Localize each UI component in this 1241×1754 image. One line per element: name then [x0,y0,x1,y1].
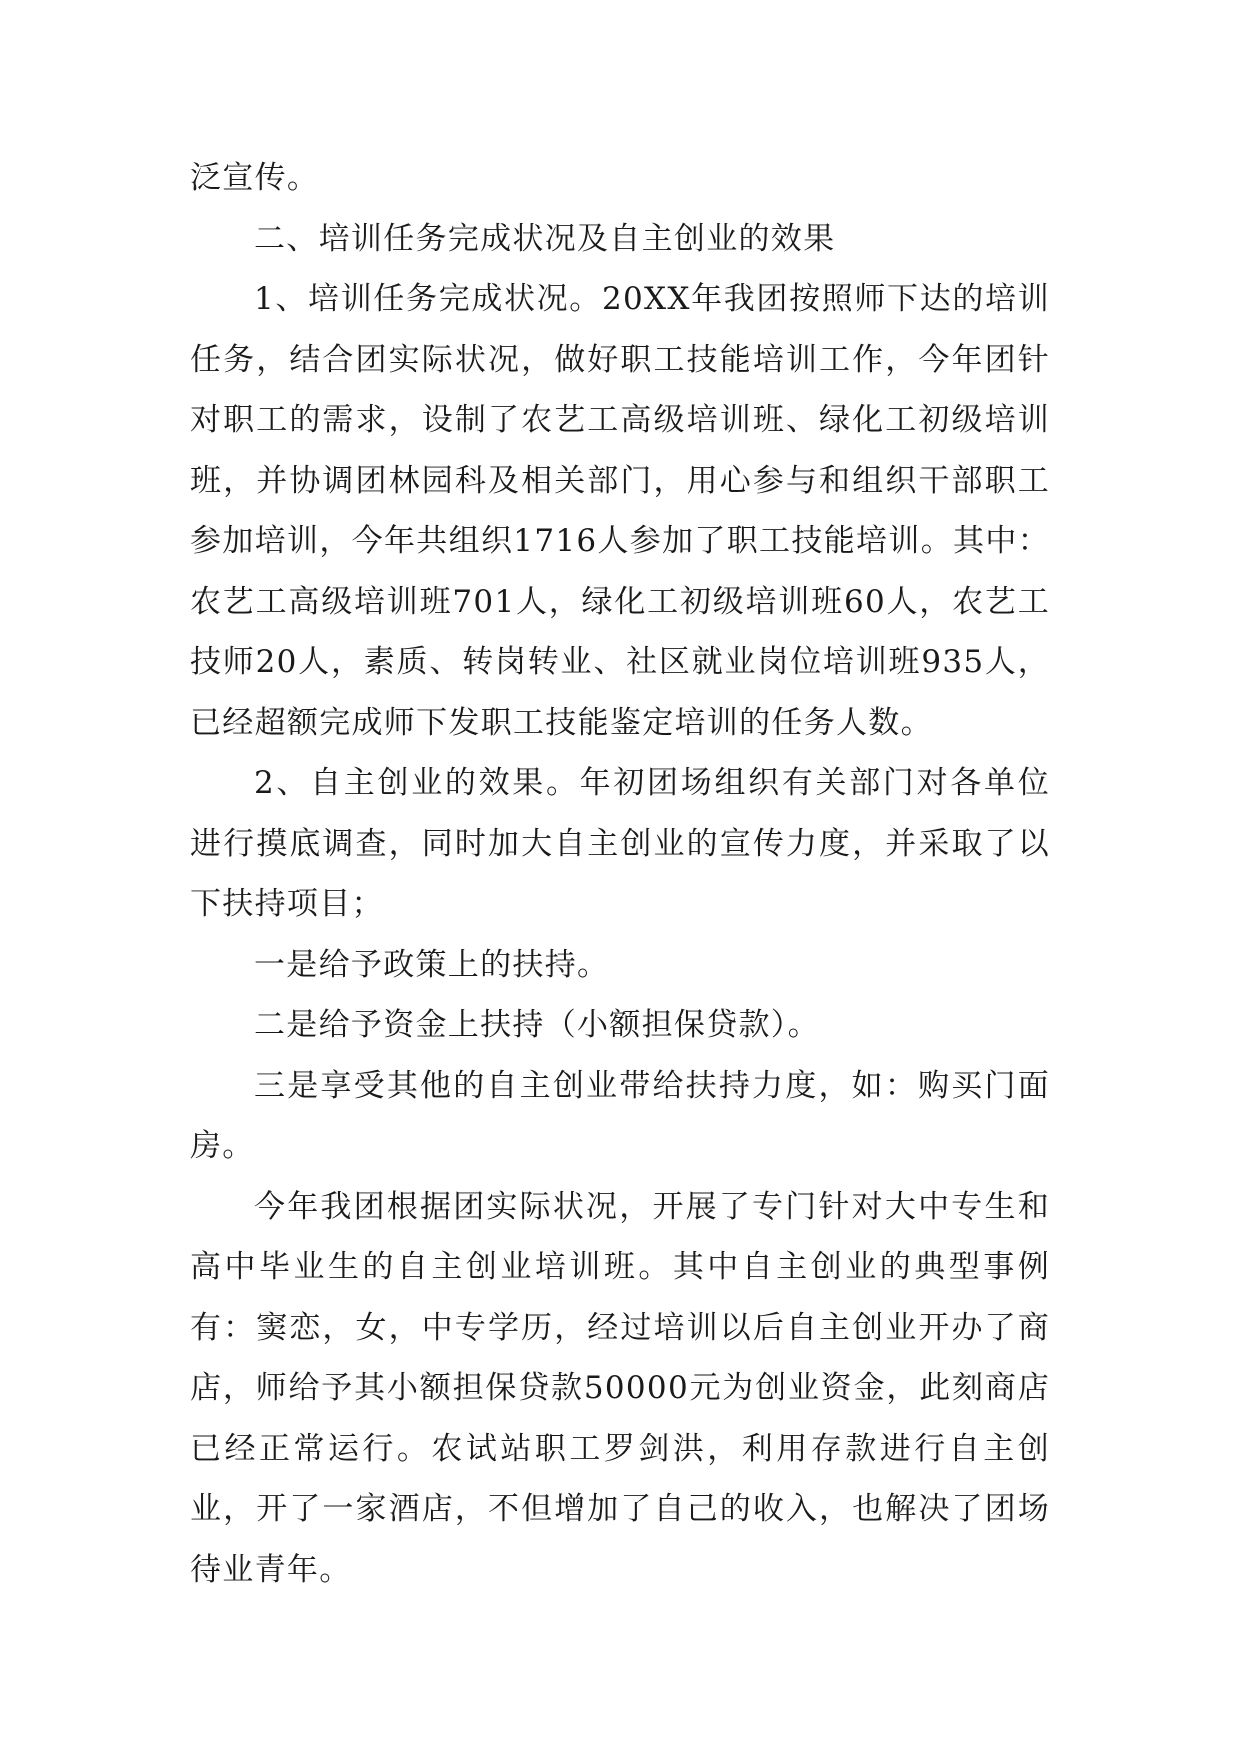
list-item-funding-support: 二是给予资金上扶持（小额担保贷款）。 [254,1007,820,1043]
paragraph-continuation: 泛宣传。 [190,160,320,196]
document-body [190,148,1050,1600]
list-item-other-support: 三是享受其他的自主创业带给扶持力度，如：购买门面房。 [190,1067,1050,1164]
section-heading: 二、培训任务完成状况及自主创业的效果 [254,220,836,257]
paragraph-examples: 今年我团根据团实际状况，开展了专门针对大中专生和高中毕业生的自主创业培训班。其中自主创业的典型事例有：窦恋，女，中专学历，经过培训以后自主创业开办了商店，师给予其小额担保贷款50000元为创业资金，此刻商店已经正常运行。农试站职工罗剑洪，利用存款进行自主创业，开了一家酒店，不但增加了自己的收入，也解决了团场待业青年。 [190,1188,1050,1588]
paragraph-training-status: 1、培训任务完成状况。20XX年我团按照师下达的培训任务，结合团实际状况，做好职工技能培训工作，今年团针对职工的需求，设制了农艺工高级培训班、绿化工初级培训班，并协调团林园科及相关部门，用心参与和组织干部职工参加培训，今年共组织1716人参加了职工技能培训。其中：农艺工高级培训班701人，绿化工初级培训班60人，农艺工技师20人，素质、转岗转业、社区就业岗位培训班935人，已经超额完成师下发职工技能鉴定培训的任务人数。 [190,281,1050,741]
list-item-policy-support: 一是给予政策上的扶持。 [254,946,610,983]
paragraph-entrepreneurship-effect: 2、自主创业的效果。年初团场组织有关部门对各单位进行摸底调查，同时加大自主创业的宣传力度，并采取了以下扶持项目； [190,765,1050,922]
